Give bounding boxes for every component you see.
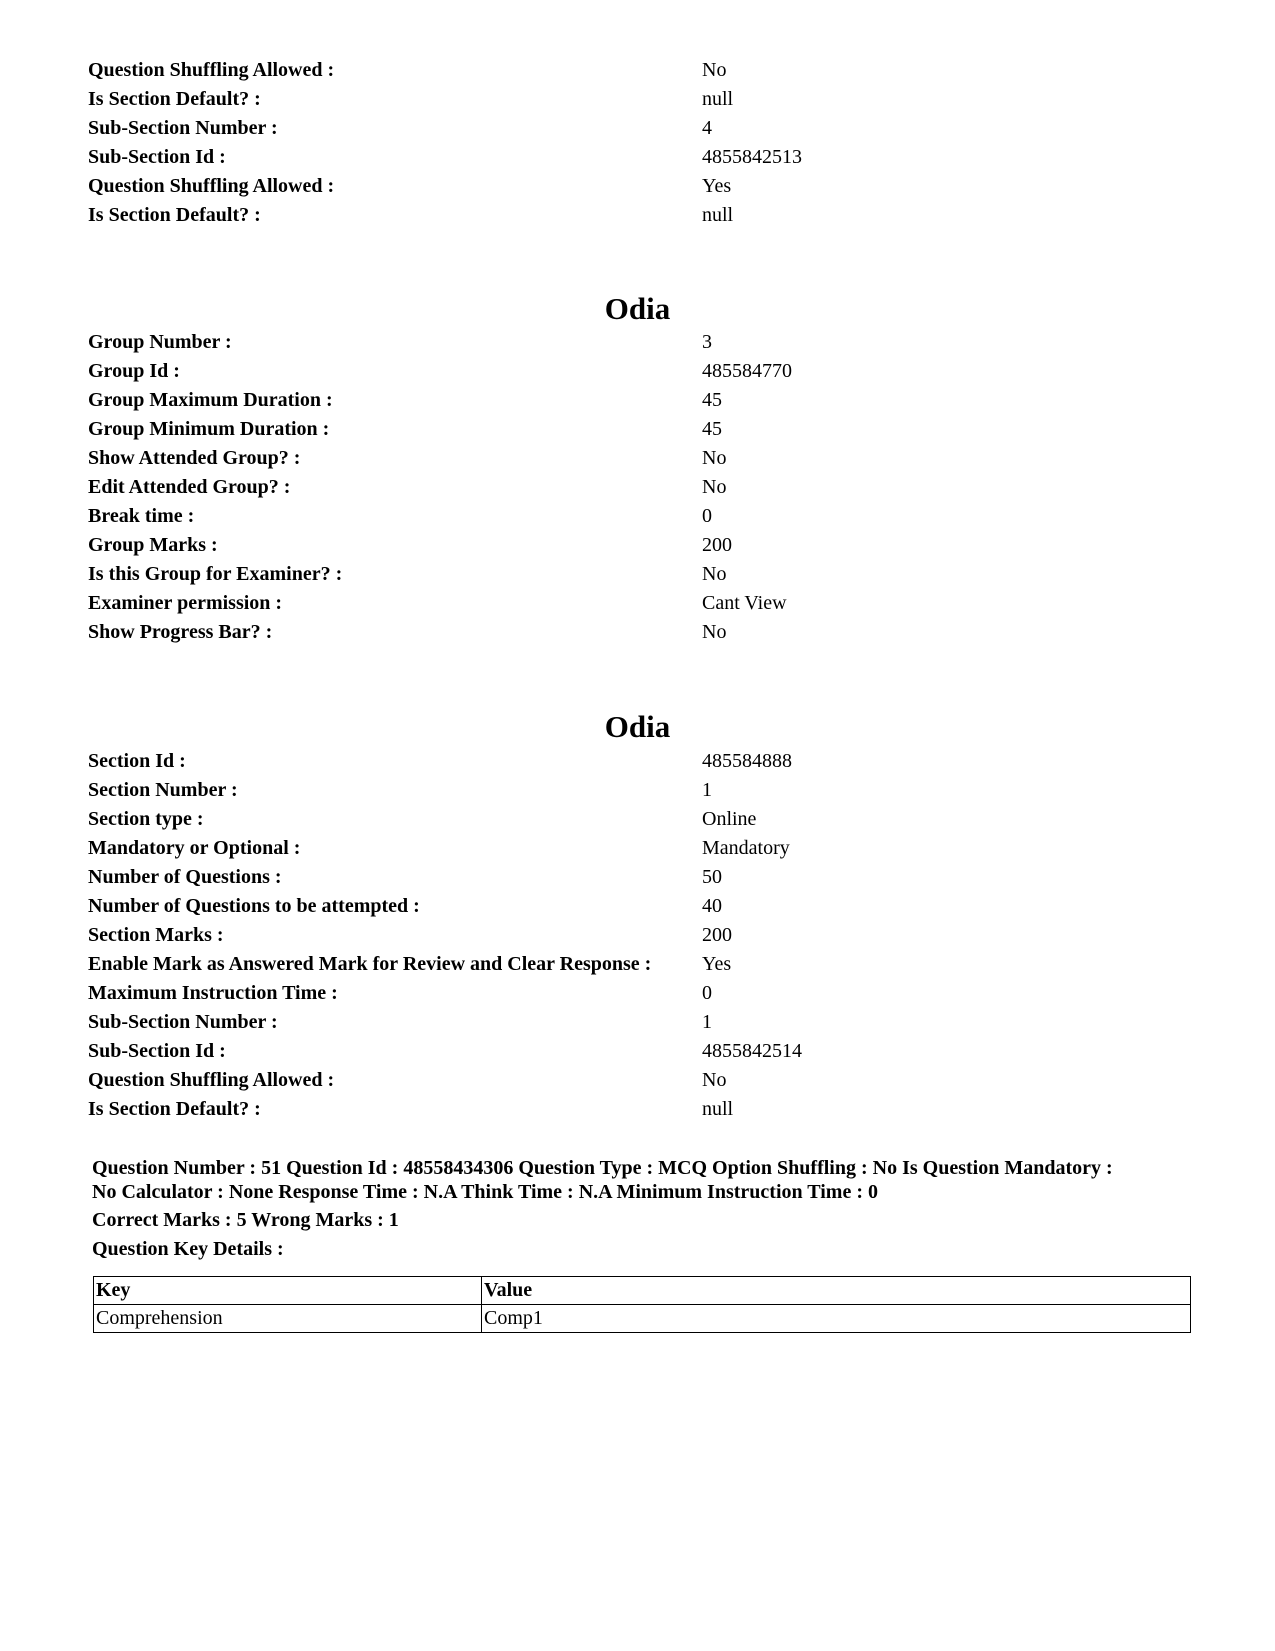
detail-value: Yes [702, 953, 732, 975]
table-row [94, 1305, 1191, 1333]
detail-key: Examiner permission : [88, 592, 283, 614]
detail-row [88, 502, 1188, 531]
group-heading: Odia [604, 291, 671, 326]
detail-key: Sub-Section Id : [88, 146, 226, 168]
detail-value: null [702, 1098, 734, 1120]
detail-value: 200 [702, 534, 732, 556]
detail-key: Number of Questions to be attempted : [88, 895, 420, 917]
detail-value: 3 [702, 331, 712, 353]
detail-key: Section Marks : [88, 924, 224, 946]
detail-value: 50 [702, 866, 722, 888]
detail-value: 45 [702, 389, 722, 411]
detail-row [88, 863, 1188, 892]
detail-row [88, 56, 1188, 85]
detail-key: Maximum Instruction Time : [88, 982, 338, 1004]
detail-row [88, 1066, 1188, 1095]
question-meta-line: Question Number : 51 Question Id : 48558434306 Question Type : MCQ Option Shuffling : No Is Question Mandatory : [92, 1157, 1113, 1179]
detail-key: Break time : [88, 505, 195, 527]
detail-row [88, 444, 1188, 473]
detail-key: Number of Questions : [88, 866, 282, 888]
detail-row [88, 357, 1188, 386]
question-block [92, 1156, 1202, 1264]
detail-key: Show Progress Bar? : [88, 621, 273, 643]
table-header-key: Key [94, 1277, 482, 1305]
group-details [88, 328, 1188, 647]
detail-value: No [702, 563, 727, 585]
table-cell-value: Comp1 [482, 1305, 1191, 1333]
table-cell-key: Comprehension [94, 1305, 482, 1333]
detail-key: Is Section Default? : [88, 1098, 261, 1120]
detail-value: 4855842514 [702, 1040, 802, 1062]
table-header-value: Value [482, 1277, 1191, 1305]
detail-key: Edit Attended Group? : [88, 476, 291, 498]
detail-value: 485584888 [702, 750, 792, 772]
detail-value: Cant View [702, 592, 787, 614]
detail-row [88, 589, 1188, 618]
detail-key: Mandatory or Optional : [88, 837, 301, 859]
detail-row [88, 114, 1188, 143]
detail-row [88, 1008, 1188, 1037]
detail-row [88, 892, 1188, 921]
detail-value: 200 [702, 924, 732, 946]
question-meta-line: No Calculator : None Response Time : N.A Think Time : N.A Minimum Instruction Time : 0 [92, 1181, 878, 1203]
detail-value: No [702, 476, 727, 498]
detail-row [88, 950, 1188, 979]
detail-row [88, 531, 1188, 560]
detail-row [88, 1037, 1188, 1066]
detail-value: No [702, 1069, 727, 1091]
detail-row [88, 386, 1188, 415]
detail-value: 45 [702, 418, 722, 440]
detail-value: Yes [702, 175, 732, 197]
detail-value: Mandatory [702, 837, 790, 859]
detail-value: 0 [702, 982, 712, 1004]
detail-key: Is Section Default? : [88, 88, 261, 110]
detail-row [88, 921, 1188, 950]
detail-row [88, 1095, 1188, 1124]
detail-value: null [702, 88, 734, 110]
detail-row [88, 618, 1188, 647]
detail-key: Section Number : [88, 779, 238, 801]
detail-row [88, 805, 1188, 834]
question-marks: Correct Marks : 5 Wrong Marks : 1 [92, 1209, 399, 1231]
detail-key: Question Shuffling Allowed : [88, 59, 335, 81]
detail-value: No [702, 621, 727, 643]
detail-row [88, 143, 1188, 172]
detail-key: Show Attended Group? : [88, 447, 301, 469]
detail-value: No [702, 447, 727, 469]
detail-row [88, 560, 1188, 589]
detail-row [88, 328, 1188, 357]
top-section-details [88, 56, 1188, 230]
detail-row [88, 201, 1188, 230]
detail-key: Sub-Section Number : [88, 1011, 278, 1033]
detail-row [88, 172, 1188, 201]
detail-value: 1 [702, 779, 712, 801]
section-details [88, 747, 1188, 1124]
detail-value: 0 [702, 505, 712, 527]
detail-value: 40 [702, 895, 722, 917]
detail-value: Online [702, 808, 757, 830]
detail-row [88, 85, 1188, 114]
detail-row [88, 415, 1188, 444]
detail-key: Group Marks : [88, 534, 218, 556]
detail-key: Section Id : [88, 750, 186, 772]
detail-key: Is Section Default? : [88, 204, 261, 226]
detail-row [88, 979, 1188, 1008]
detail-key: Group Number : [88, 331, 232, 353]
section-heading: Odia [604, 709, 671, 744]
detail-value: 485584770 [702, 360, 792, 382]
question-key-table [93, 1276, 1191, 1333]
detail-key: Section type : [88, 808, 204, 830]
detail-value: 4 [702, 117, 712, 139]
detail-row [88, 776, 1188, 805]
question-key-details-label: Question Key Details : [92, 1238, 284, 1260]
detail-key: Question Shuffling Allowed : [88, 1069, 335, 1091]
detail-value: null [702, 204, 734, 226]
detail-key: Enable Mark as Answered Mark for Review and Clear Response : [88, 953, 652, 975]
detail-key: Sub-Section Id : [88, 1040, 226, 1062]
detail-value: 4855842513 [702, 146, 802, 168]
detail-row [88, 473, 1188, 502]
detail-key: Question Shuffling Allowed : [88, 175, 335, 197]
detail-key: Group Maximum Duration : [88, 389, 333, 411]
detail-value: No [702, 59, 727, 81]
detail-key: Sub-Section Number : [88, 117, 278, 139]
table-header-row [94, 1277, 1191, 1305]
detail-row [88, 834, 1188, 863]
detail-key: Group Minimum Duration : [88, 418, 330, 440]
detail-value: 1 [702, 1011, 712, 1033]
detail-row [88, 747, 1188, 776]
detail-key: Group Id : [88, 360, 180, 382]
detail-key: Is this Group for Examiner? : [88, 563, 343, 585]
